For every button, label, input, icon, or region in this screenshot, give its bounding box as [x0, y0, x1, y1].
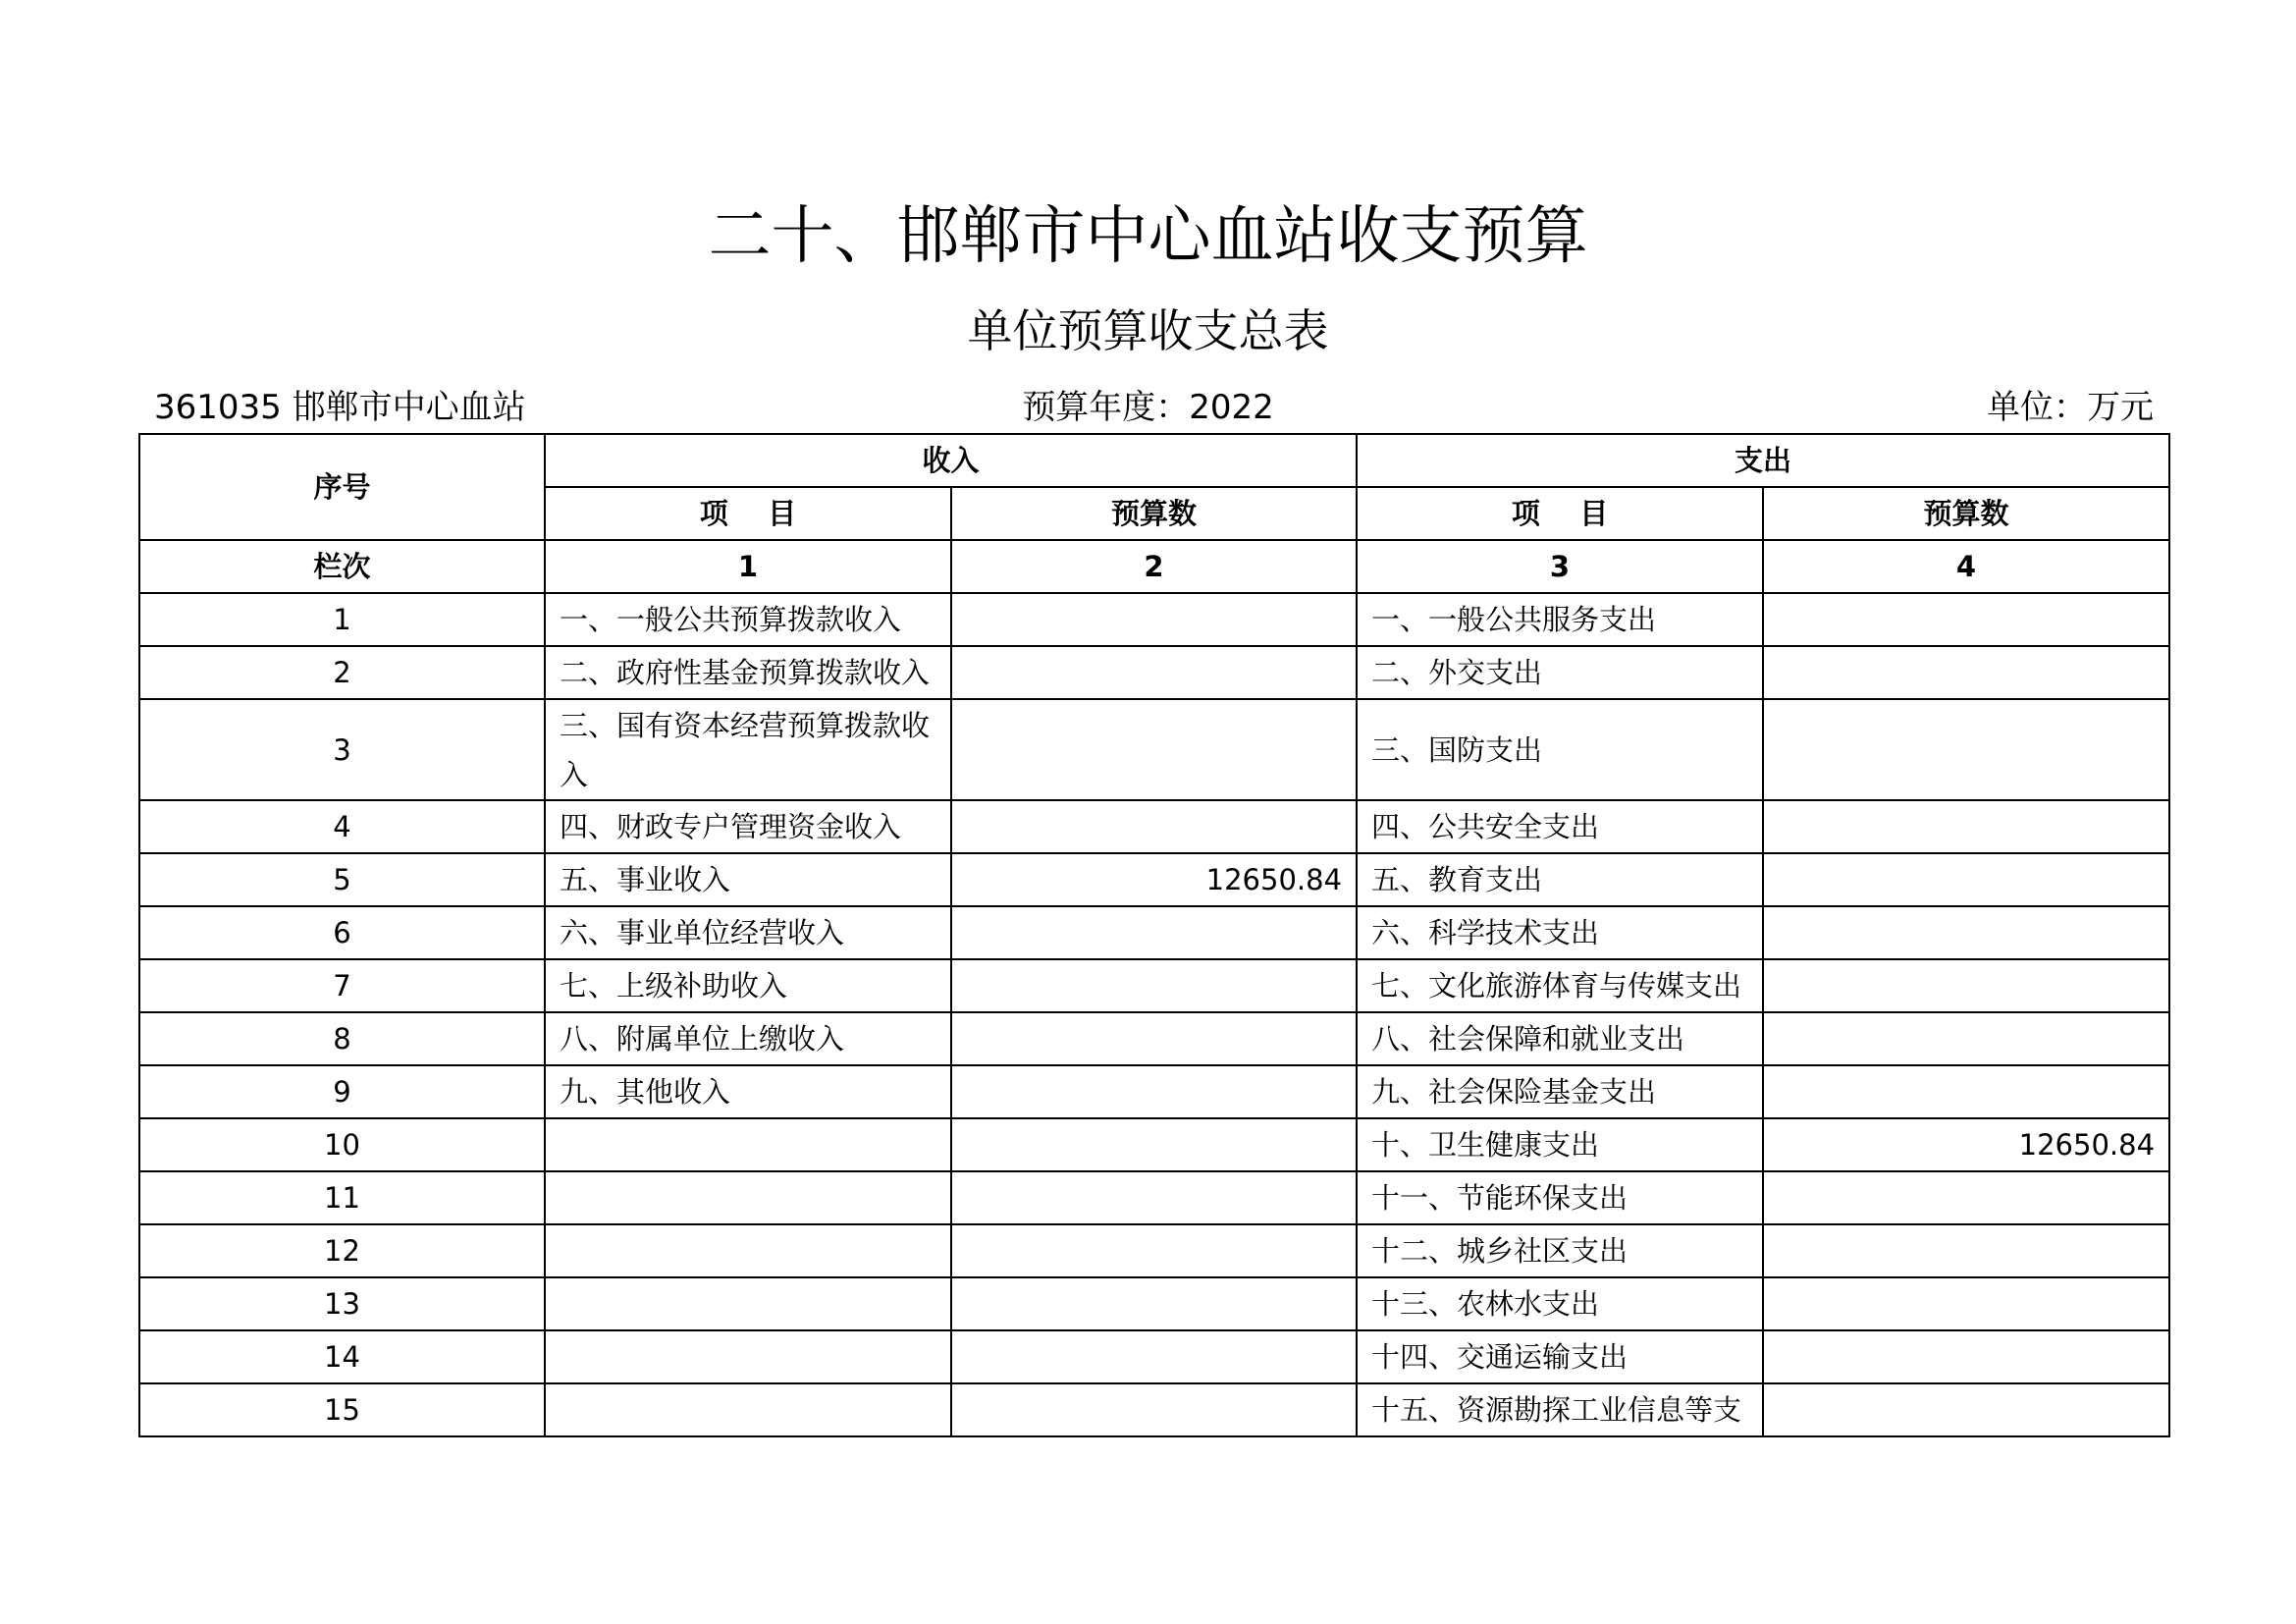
table-row [139, 699, 2169, 800]
income-item-cell [545, 1277, 951, 1330]
income-amount-cell [951, 1118, 1357, 1171]
income-amount-cell [951, 800, 1357, 853]
expense-item-cell: 十四、交通运输支出 [1357, 1330, 1763, 1383]
row-number: 5 [139, 853, 545, 906]
expense-amount-cell [1763, 699, 2169, 800]
expense-item-cell: 十一、节能环保支出 [1357, 1171, 1763, 1224]
income-amount-cell [951, 1012, 1357, 1065]
budget-year: 预算年度：2022 [1022, 388, 1274, 427]
expense-amount-cell [1763, 853, 2169, 906]
income-amount-cell [951, 646, 1357, 699]
column-number-row [139, 540, 2169, 593]
row-number: 4 [139, 800, 545, 853]
expense-item-cell: 七、文化旅游体育与传媒支出 [1357, 959, 1763, 1012]
income-amount-cell [951, 1383, 1357, 1436]
income-item-cell: 四、财政专户管理资金收入 [545, 800, 951, 853]
row-number: 15 [139, 1383, 545, 1436]
income-amount-cell [951, 1224, 1357, 1277]
expense-item-cell: 五、教育支出 [1357, 853, 1763, 906]
income-amount-cell [951, 1171, 1357, 1224]
income-amount-cell [951, 906, 1357, 959]
expense-amount-cell [1763, 646, 2169, 699]
table-row [139, 906, 2169, 959]
income-header: 收入 [545, 434, 1357, 487]
row-number: 3 [139, 699, 545, 800]
table-row [139, 1118, 2169, 1171]
expense-amount-cell [1763, 959, 2169, 1012]
row-number: 9 [139, 1065, 545, 1118]
expense-item-cell: 二、外交支出 [1357, 646, 1763, 699]
row-number: 14 [139, 1330, 545, 1383]
expense-item-cell: 三、国防支出 [1357, 699, 1763, 800]
column-label: 栏次 [139, 540, 545, 593]
expense-item-header: 项 目 [1357, 487, 1763, 540]
row-number: 8 [139, 1012, 545, 1065]
expense-amount-cell [1763, 1383, 2169, 1436]
expense-item-cell: 一、一般公共服务支出 [1357, 593, 1763, 646]
expense-item-cell: 四、公共安全支出 [1357, 800, 1763, 853]
expense-amount-cell [1763, 593, 2169, 646]
expense-amount-cell: 12650.84 [1763, 1118, 2169, 1171]
expense-item-cell: 十、卫生健康支出 [1357, 1118, 1763, 1171]
expense-amount-cell [1763, 1065, 2169, 1118]
expense-item-cell: 十二、城乡社区支出 [1357, 1224, 1763, 1277]
table-row [139, 1224, 2169, 1277]
income-amount-cell [951, 1065, 1357, 1118]
row-number: 11 [139, 1171, 545, 1224]
income-amount-cell [951, 959, 1357, 1012]
table-row [139, 959, 2169, 1012]
expense-amount-cell [1763, 1224, 2169, 1277]
income-item-cell: 七、上级补助收入 [545, 959, 951, 1012]
expense-amount-header: 预算数 [1763, 487, 2169, 540]
budget-table [138, 433, 2170, 1437]
page-title: 二十、邯郸市中心血站收支预算 [708, 200, 1588, 273]
expense-header: 支出 [1357, 434, 2169, 487]
row-number: 7 [139, 959, 545, 1012]
income-item-cell [545, 1118, 951, 1171]
income-item-cell: 五、事业收入 [545, 853, 951, 906]
income-amount-cell [951, 1330, 1357, 1383]
expense-amount-cell [1763, 800, 2169, 853]
table-row [139, 1171, 2169, 1224]
table-row [139, 800, 2169, 853]
income-item-header: 项 目 [545, 487, 951, 540]
table-row [139, 593, 2169, 646]
income-amount-cell [951, 1277, 1357, 1330]
income-item-cell [545, 1330, 951, 1383]
row-number: 1 [139, 593, 545, 646]
income-item-cell: 九、其他收入 [545, 1065, 951, 1118]
income-amount-cell [951, 593, 1357, 646]
expense-amount-cell [1763, 1277, 2169, 1330]
expense-item-cell: 十五、资源勘探工业信息等支 [1357, 1383, 1763, 1436]
table-row [139, 1330, 2169, 1383]
income-amount-header: 预算数 [951, 487, 1357, 540]
expense-amount-cell [1763, 1171, 2169, 1224]
row-number: 2 [139, 646, 545, 699]
row-number: 13 [139, 1277, 545, 1330]
table-row [139, 1383, 2169, 1436]
income-item-cell: 一、一般公共预算拨款收入 [545, 593, 951, 646]
table-row [139, 853, 2169, 906]
income-amount-cell [951, 699, 1357, 800]
income-item-cell [545, 1224, 951, 1277]
column-number-2: 2 [951, 540, 1357, 593]
table-row [139, 1012, 2169, 1065]
unit-code-name: 361035 邯郸市中心血站 [154, 388, 526, 427]
seq-header: 序号 [139, 434, 545, 540]
unit-label: 单位：万元 [1987, 388, 2154, 427]
expense-item-cell: 六、科学技术支出 [1357, 906, 1763, 959]
income-item-cell [545, 1383, 951, 1436]
income-item-cell: 二、政府性基金预算拨款收入 [545, 646, 951, 699]
row-number: 10 [139, 1118, 545, 1171]
expense-item-cell: 八、社会保障和就业支出 [1357, 1012, 1763, 1065]
expense-amount-cell [1763, 906, 2169, 959]
row-number: 6 [139, 906, 545, 959]
expense-item-cell: 九、社会保险基金支出 [1357, 1065, 1763, 1118]
expense-item-cell: 十三、农林水支出 [1357, 1277, 1763, 1330]
expense-amount-cell [1763, 1012, 2169, 1065]
income-item-cell: 八、附属单位上缴收入 [545, 1012, 951, 1065]
table-row [139, 1065, 2169, 1118]
column-number-4: 4 [1763, 540, 2169, 593]
income-item-cell: 六、事业单位经营收入 [545, 906, 951, 959]
row-number: 12 [139, 1224, 545, 1277]
table-row [139, 1277, 2169, 1330]
header-row-1 [139, 434, 2169, 487]
table-subtitle: 单位预算收支总表 [967, 304, 1329, 357]
column-number-3: 3 [1357, 540, 1763, 593]
column-number-1: 1 [545, 540, 951, 593]
income-amount-cell: 12650.84 [951, 853, 1357, 906]
income-item-cell: 三、国有资本经营预算拨款收入 [545, 699, 951, 800]
expense-amount-cell [1763, 1330, 2169, 1383]
table-row [139, 646, 2169, 699]
income-item-cell [545, 1171, 951, 1224]
